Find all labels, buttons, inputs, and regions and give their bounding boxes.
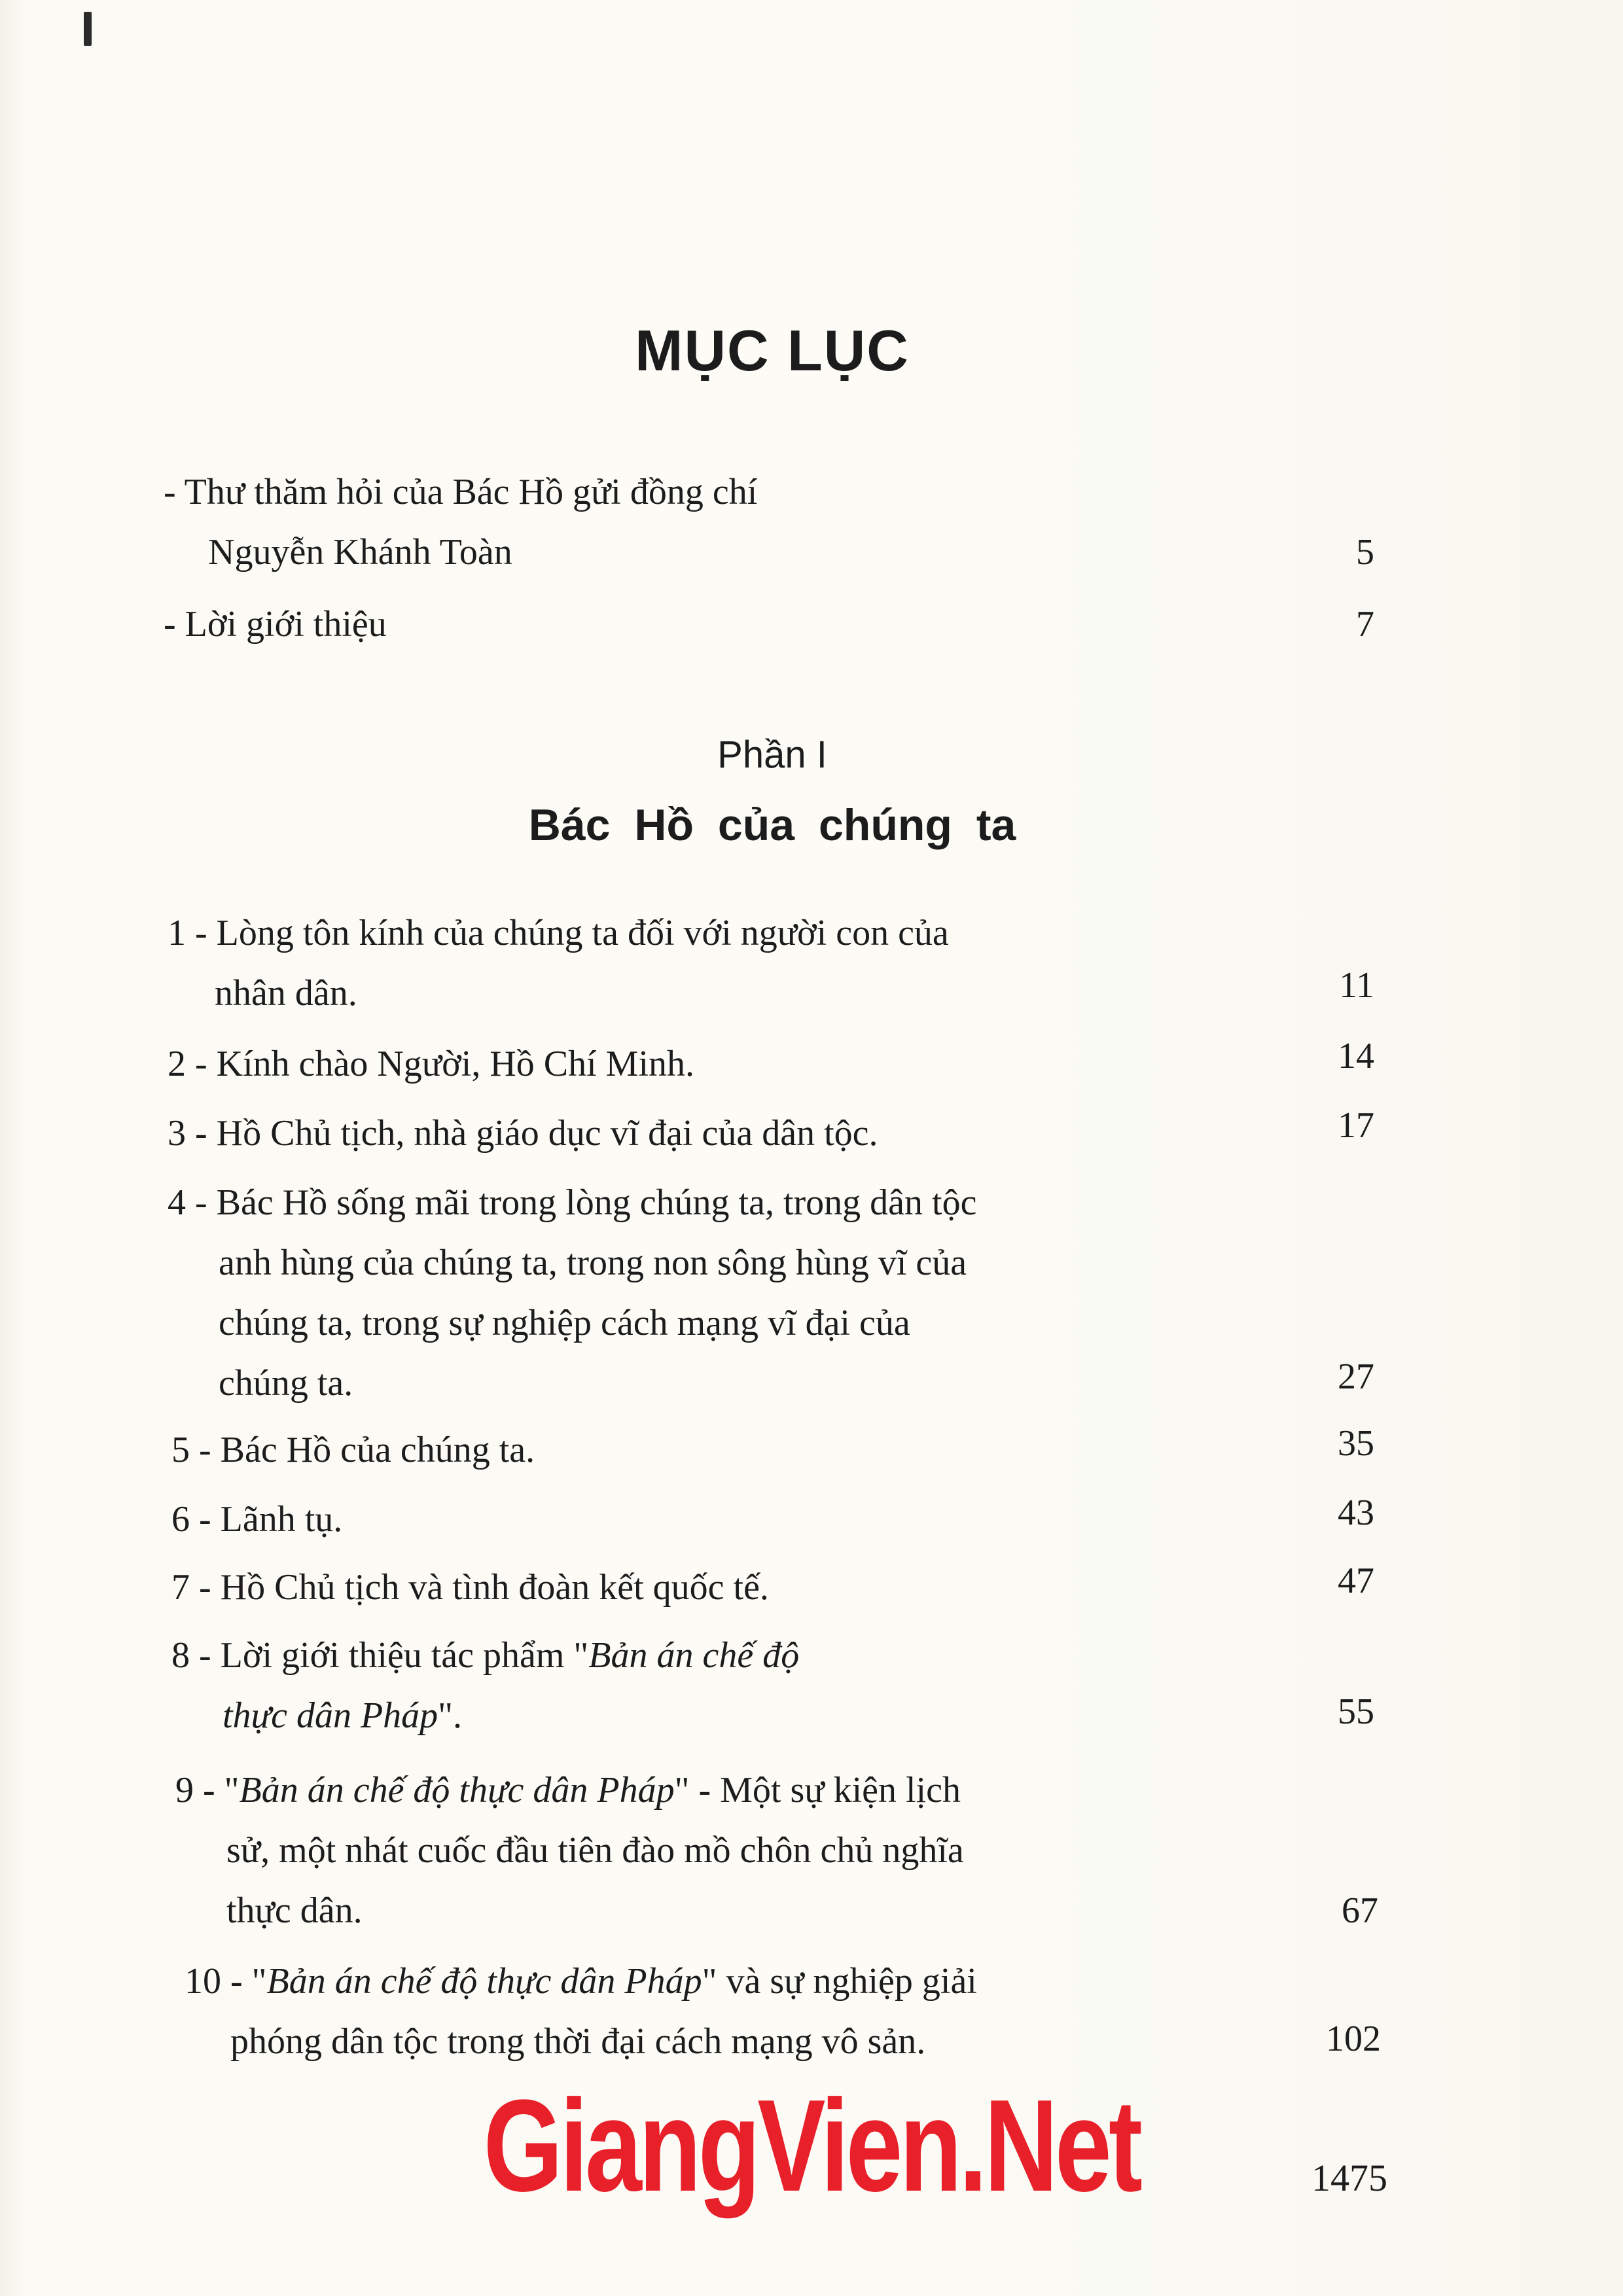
toc-entry-7: 7 - Hồ Chủ tịch và tình đoàn kết quốc tế. (171, 1567, 769, 1608)
toc-entry-10-line1: 10 - "Bản án chế độ thực dân Pháp" và sự nghiệp giải (185, 1961, 977, 2002)
toc-entry-intro-page: 7 (1356, 604, 1374, 645)
toc-entry-3-page: 17 (1338, 1105, 1374, 1146)
toc-entry-3: 3 - Hồ Chủ tịch, nhà giáo dục vĩ đại của dân tộc. (168, 1113, 878, 1154)
toc-entry-letter-line2: Nguyễn Khánh Toàn (208, 532, 512, 573)
toc-entry-8-line1: 8 - Lời giới thiệu tác phẩm "Bản án chế độ (171, 1635, 800, 1676)
toc-entry-6-page: 43 (1338, 1492, 1374, 1533)
toc-entry-1-line1: 1 - Lòng tôn kính của chúng ta đối với người con của (168, 913, 949, 953)
toc-entry-4-page: 27 (1338, 1356, 1374, 1397)
part-title: Bác Hồ của chúng ta (528, 800, 1016, 850)
toc-entry-4-line3: chúng ta, trong sự nghiệp cách mạng vĩ đại của (219, 1303, 910, 1343)
toc-entry-4-line4: chúng ta. (219, 1363, 353, 1404)
toc-entry-9-line3: thực dân. (226, 1890, 363, 1931)
scan-edge-mark (84, 12, 92, 46)
toc-entry-5-page: 35 (1338, 1423, 1374, 1464)
toc-entry-10-line2: phóng dân tộc trong thời đại cách mạng vô sản. (230, 2021, 926, 2062)
page-title: MỤC LỤC (635, 318, 910, 383)
toc-entry-9-page: 67 (1342, 1890, 1378, 1931)
part-label: Phần I (717, 733, 827, 776)
watermark-logo: GiangVien.Net (483, 2073, 1140, 2219)
toc-entry-5: 5 - Bác Hồ của chúng ta. (171, 1430, 535, 1470)
toc-entry-9-line2: sử, một nhát cuốc đầu tiên đào mồ chôn chủ nghĩa (226, 1830, 964, 1871)
toc-entry-7-page: 47 (1338, 1561, 1374, 1601)
toc-entry-2-page: 14 (1338, 1036, 1374, 1076)
toc-entry-letter-line1: - Thư thăm hỏi của Bác Hồ gửi đồng chí (164, 472, 758, 512)
toc-entry-letter-page: 5 (1356, 532, 1374, 573)
toc-entry-8-line2: thực dân Pháp". (223, 1695, 463, 1736)
page-number: 1475 (1311, 2157, 1387, 2199)
toc-entry-intro: - Lời giới thiệu (164, 604, 387, 645)
toc-entry-1-line2: nhân dân. (215, 973, 357, 1014)
toc-entry-9-line1: 9 - "Bản án chế độ thực dân Pháp" - Một sự kiện lịch (175, 1770, 961, 1810)
toc-entry-8-page: 55 (1338, 1691, 1374, 1732)
toc-entry-4-line2: anh hùng của chúng ta, trong non sông hùng vĩ của (219, 1243, 967, 1283)
toc-entry-1-page: 11 (1339, 965, 1374, 1006)
toc-entry-6: 6 - Lãnh tụ. (171, 1499, 343, 1540)
toc-entry-4-line1: 4 - Bác Hồ sống mãi trong lòng chúng ta, trong dân tộc (168, 1182, 977, 1223)
toc-entry-2: 2 - Kính chào Người, Hồ Chí Minh. (168, 1044, 695, 1084)
toc-entry-10-page: 102 (1326, 2019, 1381, 2059)
